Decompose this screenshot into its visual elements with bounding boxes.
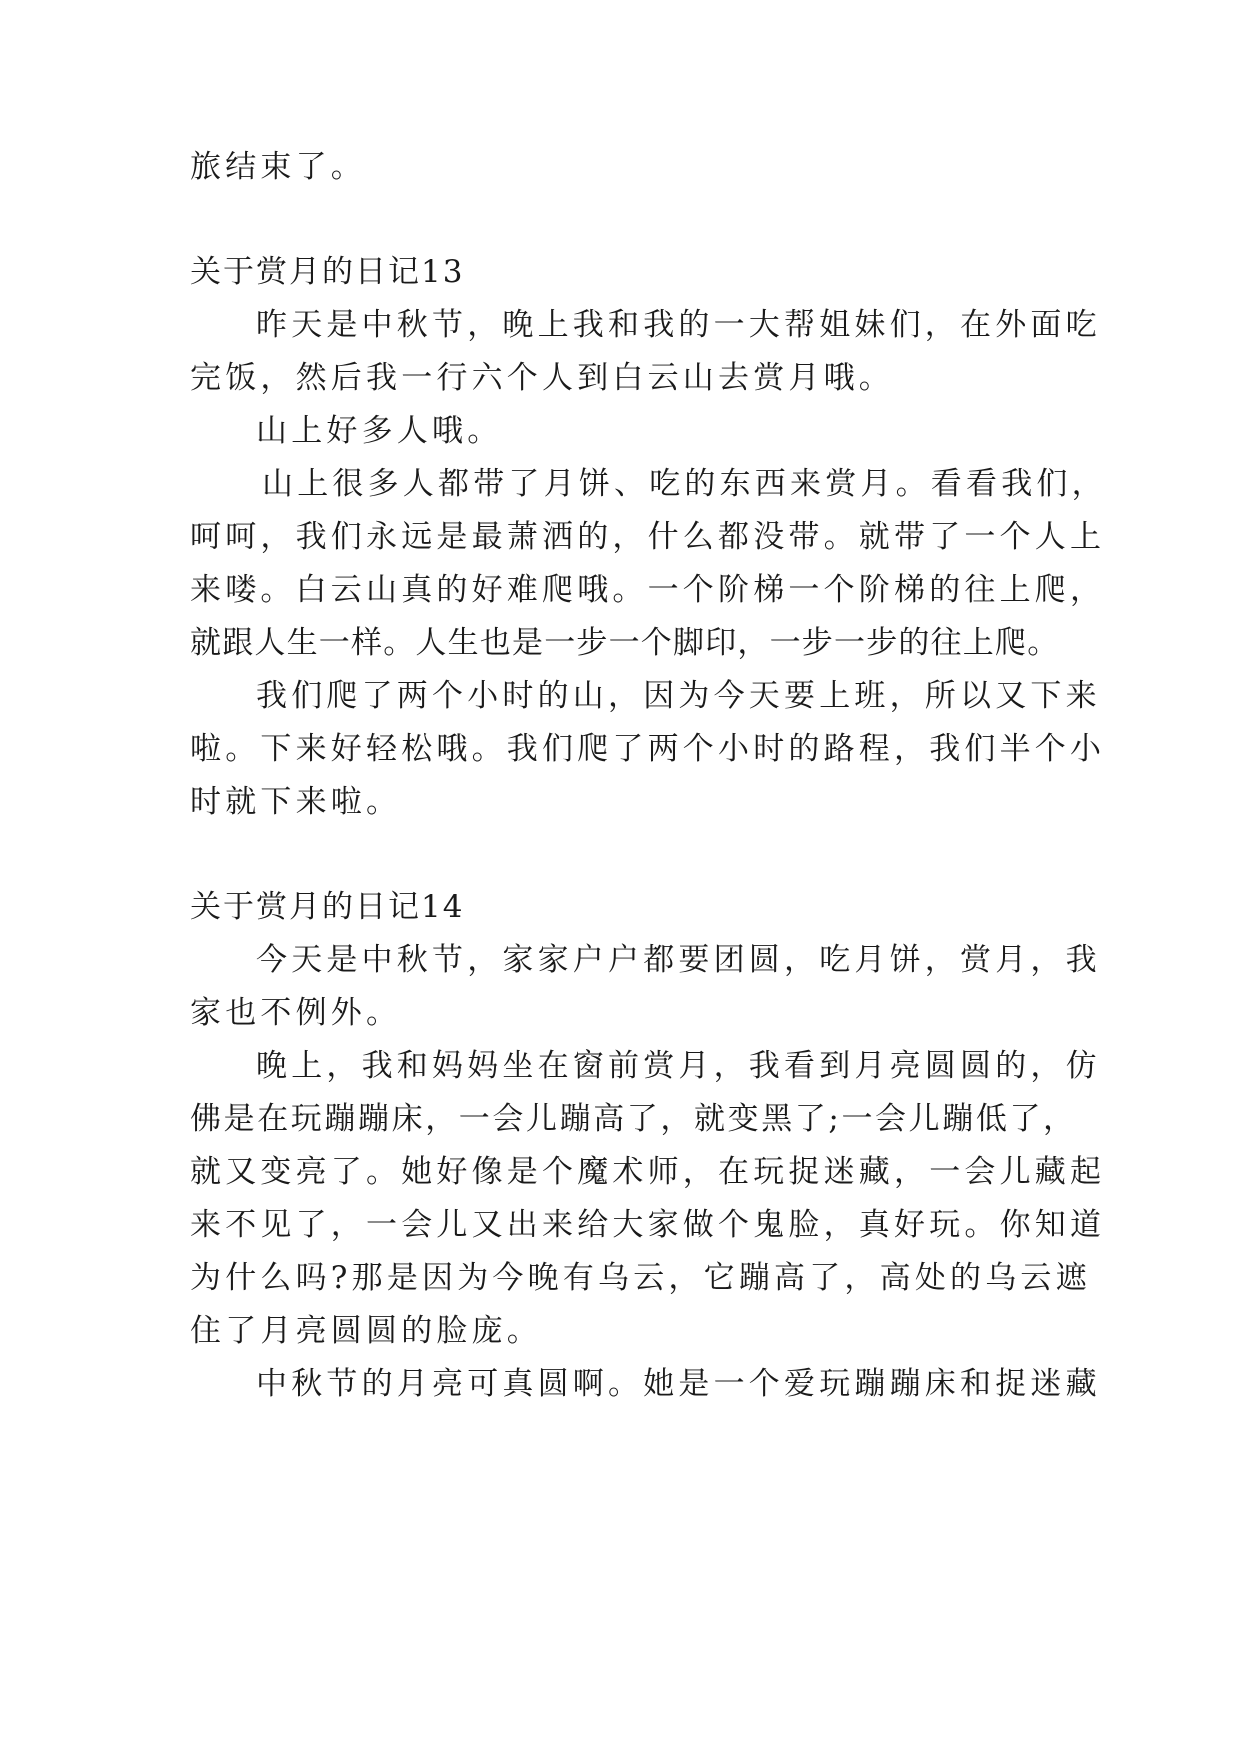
paragraph-line: 来不见了，一会儿又出来给大家做个鬼脸，真好玩。你知道 (190, 1207, 1106, 1243)
paragraph-line: 昨天是中秋节，晚上我和我的一大帮姐妹们，在外面吃 (256, 307, 1101, 343)
paragraph-line: 为什么吗?那是因为今晚有乌云，它蹦高了，高处的乌云遮 (190, 1260, 1091, 1296)
paragraph-line: 呵呵，我们永远是最萧洒的，什么都没带。就带了一个人上 (190, 519, 1106, 555)
paragraph-line: 时就下来啦。 (190, 784, 402, 820)
paragraph-line: 就又变亮了。她好像是个魔术师，在玩捉迷藏，一会儿藏起 (190, 1154, 1106, 1190)
section-heading: 关于赏月的日记13 (190, 254, 465, 290)
paragraph-line: 晚上，我和妈妈坐在窗前赏月，我看到月亮圆圆的，仿 (256, 1048, 1101, 1084)
paragraph-line: 今天是中秋节，家家户户都要团圆，吃月饼，赏月，我 (256, 942, 1101, 978)
paragraph-line: 山上很多人都带了月饼、吃的东西来赏月。看看我们， (262, 466, 1107, 502)
paragraph-line: 啦。下来好轻松哦。我们爬了两个小时的路程，我们半个小 (190, 731, 1106, 767)
paragraph-line: 完饭，然后我一行六个人到白云山去赏月哦。 (190, 360, 894, 396)
paragraph-line: 佛是在玩蹦蹦床，一会儿蹦高了，就变黑了;一会儿蹦低了， (190, 1101, 1077, 1137)
paragraph-line: 就跟人生一样。人生也是一步一个脚印，一步一步的往上爬。 (190, 625, 1060, 661)
paragraph-line: 山上好多人哦。 (256, 413, 503, 449)
continuation-line: 旅结束了。 (190, 149, 366, 185)
section-heading: 关于赏月的日记14 (190, 889, 465, 925)
paragraph-line: 住了月亮圆圆的脸庞。 (190, 1313, 542, 1349)
paragraph-line: 来喽。白云山真的好难爬哦。一个阶梯一个阶梯的往上爬， (190, 572, 1106, 608)
paragraph-line: 中秋节的月亮可真圆啊。她是一个爱玩蹦蹦床和捉迷藏 (256, 1366, 1101, 1402)
paragraph-line: 家也不例外。 (190, 995, 402, 1031)
paragraph-line: 我们爬了两个小时的山，因为今天要上班，所以又下来 (256, 678, 1101, 714)
